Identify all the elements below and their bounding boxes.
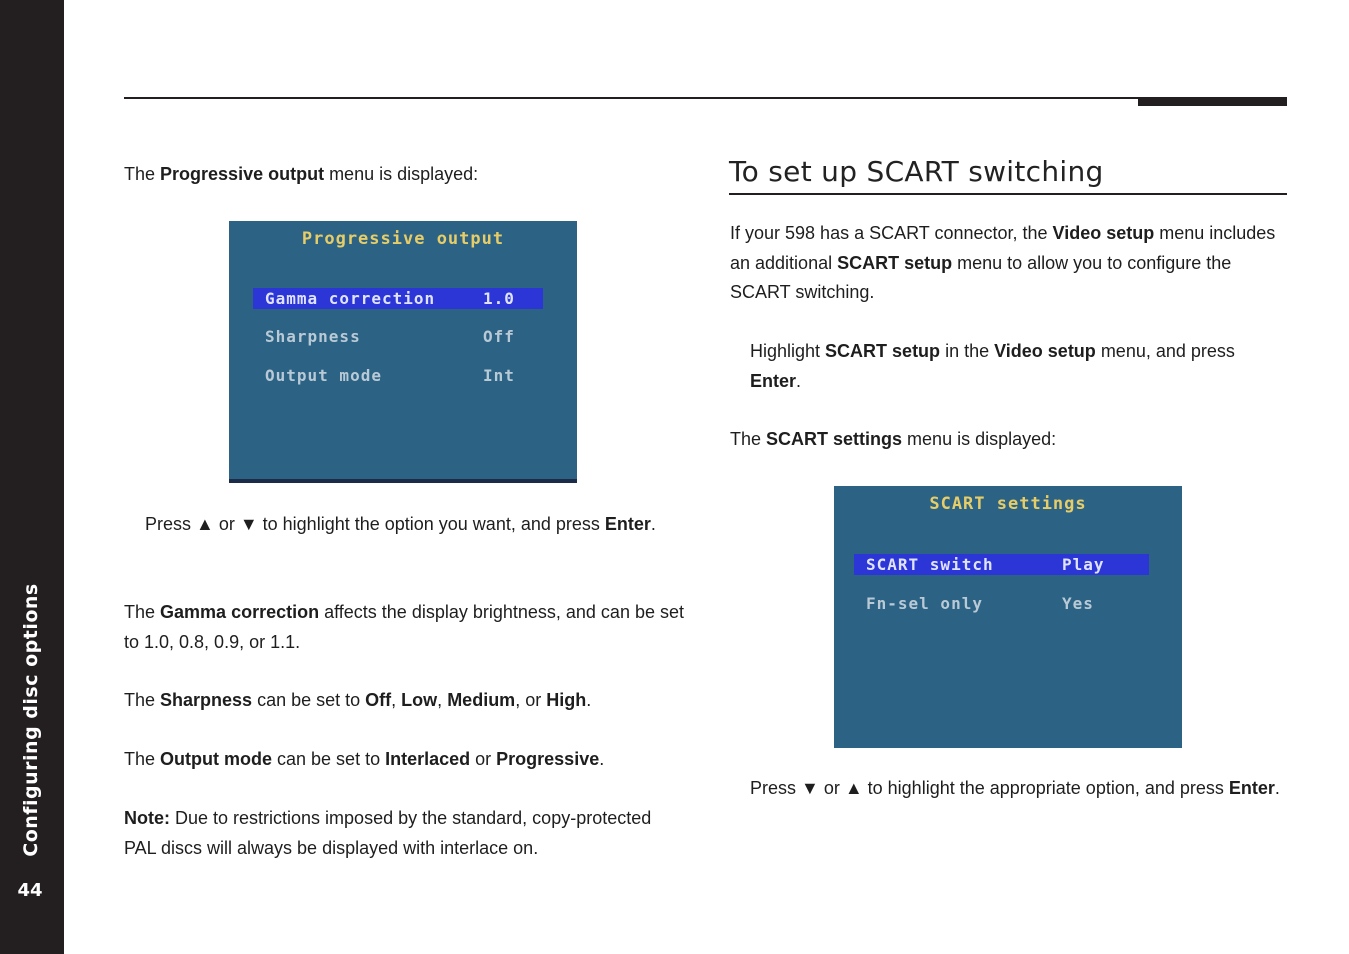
osd-row-label: Gamma correction: [265, 289, 436, 308]
gamma-paragraph: The Gamma correction affects the display brightness, and can be set to 1.0, 0.8, 0.9, or 1.1.: [124, 602, 684, 652]
scart-settings-screenshot: [834, 486, 1182, 748]
osd-row-label: Output mode: [265, 366, 382, 385]
header-block: [1138, 97, 1287, 106]
header-rule: [124, 97, 1287, 99]
osd-row-gamma: [253, 288, 543, 309]
osd-row-value: 1.0: [483, 289, 515, 308]
section-heading: To set up SCART switching: [729, 155, 1287, 195]
progressive-intro: The Progressive output menu is displayed:: [124, 164, 479, 184]
scart-settings-intro: The SCART settings menu is displayed:: [730, 429, 1057, 449]
note-paragraph: Note: Due to restrictions imposed by the standard, copy-protected PAL discs will always be displayed with interlace on.: [124, 808, 652, 858]
osd-row-value: Play: [1062, 555, 1105, 574]
osd-row-label: Sharpness: [265, 327, 361, 346]
sidebar-tab: [0, 0, 64, 954]
osd-title: SCART settings: [929, 494, 1087, 514]
step-highlight-option: Press ▲ or ▼ to highlight the option you want, and press Enter.: [145, 514, 656, 534]
step-highlight-scart-option: Press ▼ or ▲ to highlight the appropriate option, and press Enter.: [750, 778, 1280, 798]
osd-row-value: Int: [483, 366, 515, 385]
osd-bottom-edge: [229, 479, 577, 483]
sharpness-paragraph: The Sharpness can be set to Off, Low, Medium, or High.: [124, 690, 592, 710]
page-number: 44: [17, 880, 43, 901]
osd-row-label: SCART switch: [866, 555, 994, 574]
scart-intro: If your 598 has a SCART connector, the Video setup menu includes an additional SCART setup menu to allow you to configure the SCART switching.: [730, 223, 1276, 302]
step-highlight-scart-setup: Highlight SCART setup in the Video setup menu, and press Enter.: [750, 341, 1235, 391]
progressive-output-screenshot: [229, 221, 577, 483]
osd-row-value: Yes: [1062, 594, 1094, 613]
output-mode-paragraph: The Output mode can be set to Interlaced or Progressive.: [124, 749, 605, 769]
osd-row-label: Fn-sel only: [866, 594, 983, 613]
osd-row-value: Off: [483, 327, 515, 346]
osd-row-sharpness: [253, 326, 543, 347]
osd-row-scart-switch: [854, 554, 1149, 575]
osd-row-fn-sel-only: [854, 593, 1149, 614]
osd-title: Progressive output: [301, 229, 505, 249]
osd-row-output-mode: [253, 365, 543, 386]
section-title: Configuring disc options: [20, 583, 42, 857]
